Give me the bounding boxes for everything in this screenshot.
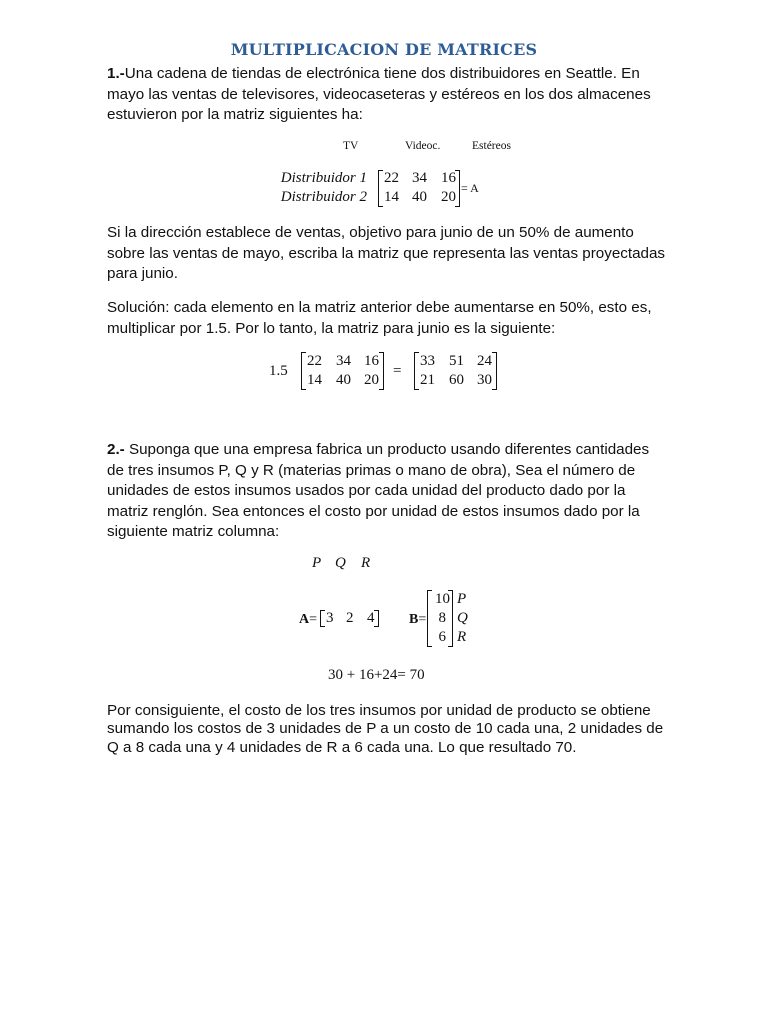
column-header-r: R [361, 555, 371, 571]
left-matrix-cell: 16 [364, 353, 379, 369]
left-matrix-cell: 20 [364, 372, 379, 388]
problem2-intro [107, 440, 667, 543]
matrix-a-cell: 40 [412, 189, 427, 205]
result-matrix-right-bracket [492, 352, 497, 390]
problem1-question: Si la dirección establece de ventas, objetivo para junio de un 50% de aumento sobre las ventas de mayo, escriba la matriz que representa las ventas proyectadas para junio. [107, 224, 666, 283]
matrix-a-left-bracket [378, 170, 383, 207]
matrix-a-cell: 16 [441, 170, 456, 186]
column-matrix-right-bracket [448, 590, 453, 647]
problem2-conclusion: Por consiguiente, el costo de los tres insumos por unidad de producto se obtiene sumando los costos de 3 unidades de P a un costo de 10 cada una, 2 unidades de Q a 8 cada una y 4 unidades de R a 6 cada una. Lo que resultado 70. [107, 702, 664, 756]
result-matrix-cell: 51 [449, 353, 464, 369]
column-row-label-r: R [457, 629, 467, 645]
result-matrix-cell: 30 [477, 372, 492, 388]
matrix-a-cell: 20 [441, 189, 456, 205]
row-label-distribuidor-2: Distribuidor 2 [280, 189, 367, 205]
column-matrix-cell: 8 [438, 610, 446, 626]
problem1-intro [107, 64, 667, 126]
column-matrix-cell: 10 [435, 591, 450, 607]
left-matrix-cell: 34 [336, 353, 351, 369]
problem2-number: 2.- [107, 441, 125, 458]
page-title: MULTIPLICACION DE MATRICES [230, 40, 538, 59]
result-matrix-cell: 21 [420, 372, 435, 388]
row-matrix-cell: 3 [326, 610, 334, 626]
problem1-solution: Solución: cada elemento en la matriz anterior debe aumentarse en 50%, esto es, multiplicar por 1.5. Por lo tanto, la matriz para junio es la siguiente: [107, 299, 652, 337]
matrix-a-right-bracket [455, 170, 460, 207]
matrix-a-cell: 14 [384, 189, 399, 205]
matrix-b-label: B= [409, 612, 427, 627]
header-tv: TV [343, 140, 359, 152]
column-row-label-p: P [457, 591, 467, 607]
matrix-a-cell: 22 [384, 170, 399, 186]
row-matrix-cell: 4 [367, 610, 375, 626]
column-row-label-q: Q [457, 610, 468, 626]
column-matrix-cell: 6 [438, 629, 446, 645]
row-matrix-left-bracket [320, 610, 325, 627]
matrix-a-cell: 34 [412, 170, 427, 186]
row-label-distribuidor-1: Distribuidor 1 [280, 170, 367, 186]
result-matrix-cell: 60 [449, 372, 464, 388]
left-matrix-cell: 22 [307, 353, 322, 369]
equals-sign: = [393, 363, 402, 379]
scalar-value: 1.5 [269, 363, 288, 379]
result-matrix-cell: 24 [477, 353, 492, 369]
problem1-number: 1.- [107, 65, 125, 82]
left-matrix-cell: 14 [307, 372, 322, 388]
header-estereos: Estéreos [472, 140, 511, 152]
left-matrix-cell: 40 [336, 372, 351, 388]
row-matrix-right-bracket [374, 610, 379, 627]
left-matrix-left-bracket [301, 352, 306, 390]
matrix-a-name: = A [461, 181, 479, 195]
cost-equation: 30 + 16+24= 70 [328, 667, 425, 683]
result-matrix-left-bracket [414, 352, 419, 390]
column-header-q: Q [335, 555, 346, 571]
left-matrix-right-bracket [379, 352, 384, 390]
result-matrix-cell: 33 [420, 353, 435, 369]
header-videoc: Videoc. [405, 140, 441, 152]
matrix-a-label: A= [299, 612, 318, 627]
row-matrix-cell: 2 [346, 610, 354, 626]
problem1-intro-text: Una cadena de tiendas de electrónica tiene dos distribuidores en Seattle. En mayo las ventas de televisores, videocaseteras y estéreos en los dos almacenes estuvieron por la matriz siguientes ha: [107, 65, 651, 124]
problem2-intro-text: Suponga que una empresa fabrica un producto usando diferentes cantidades de tres insumos P, Q y R (materias primas o mano de obra), Sea el número de unidades de estos insumos usados por cada unidad del producto dado por la matriz renglón. Sea entonces el costo por unidad de estos insumos dado por la siguiente matriz columna: [107, 441, 650, 541]
column-header-p: P [312, 555, 322, 571]
